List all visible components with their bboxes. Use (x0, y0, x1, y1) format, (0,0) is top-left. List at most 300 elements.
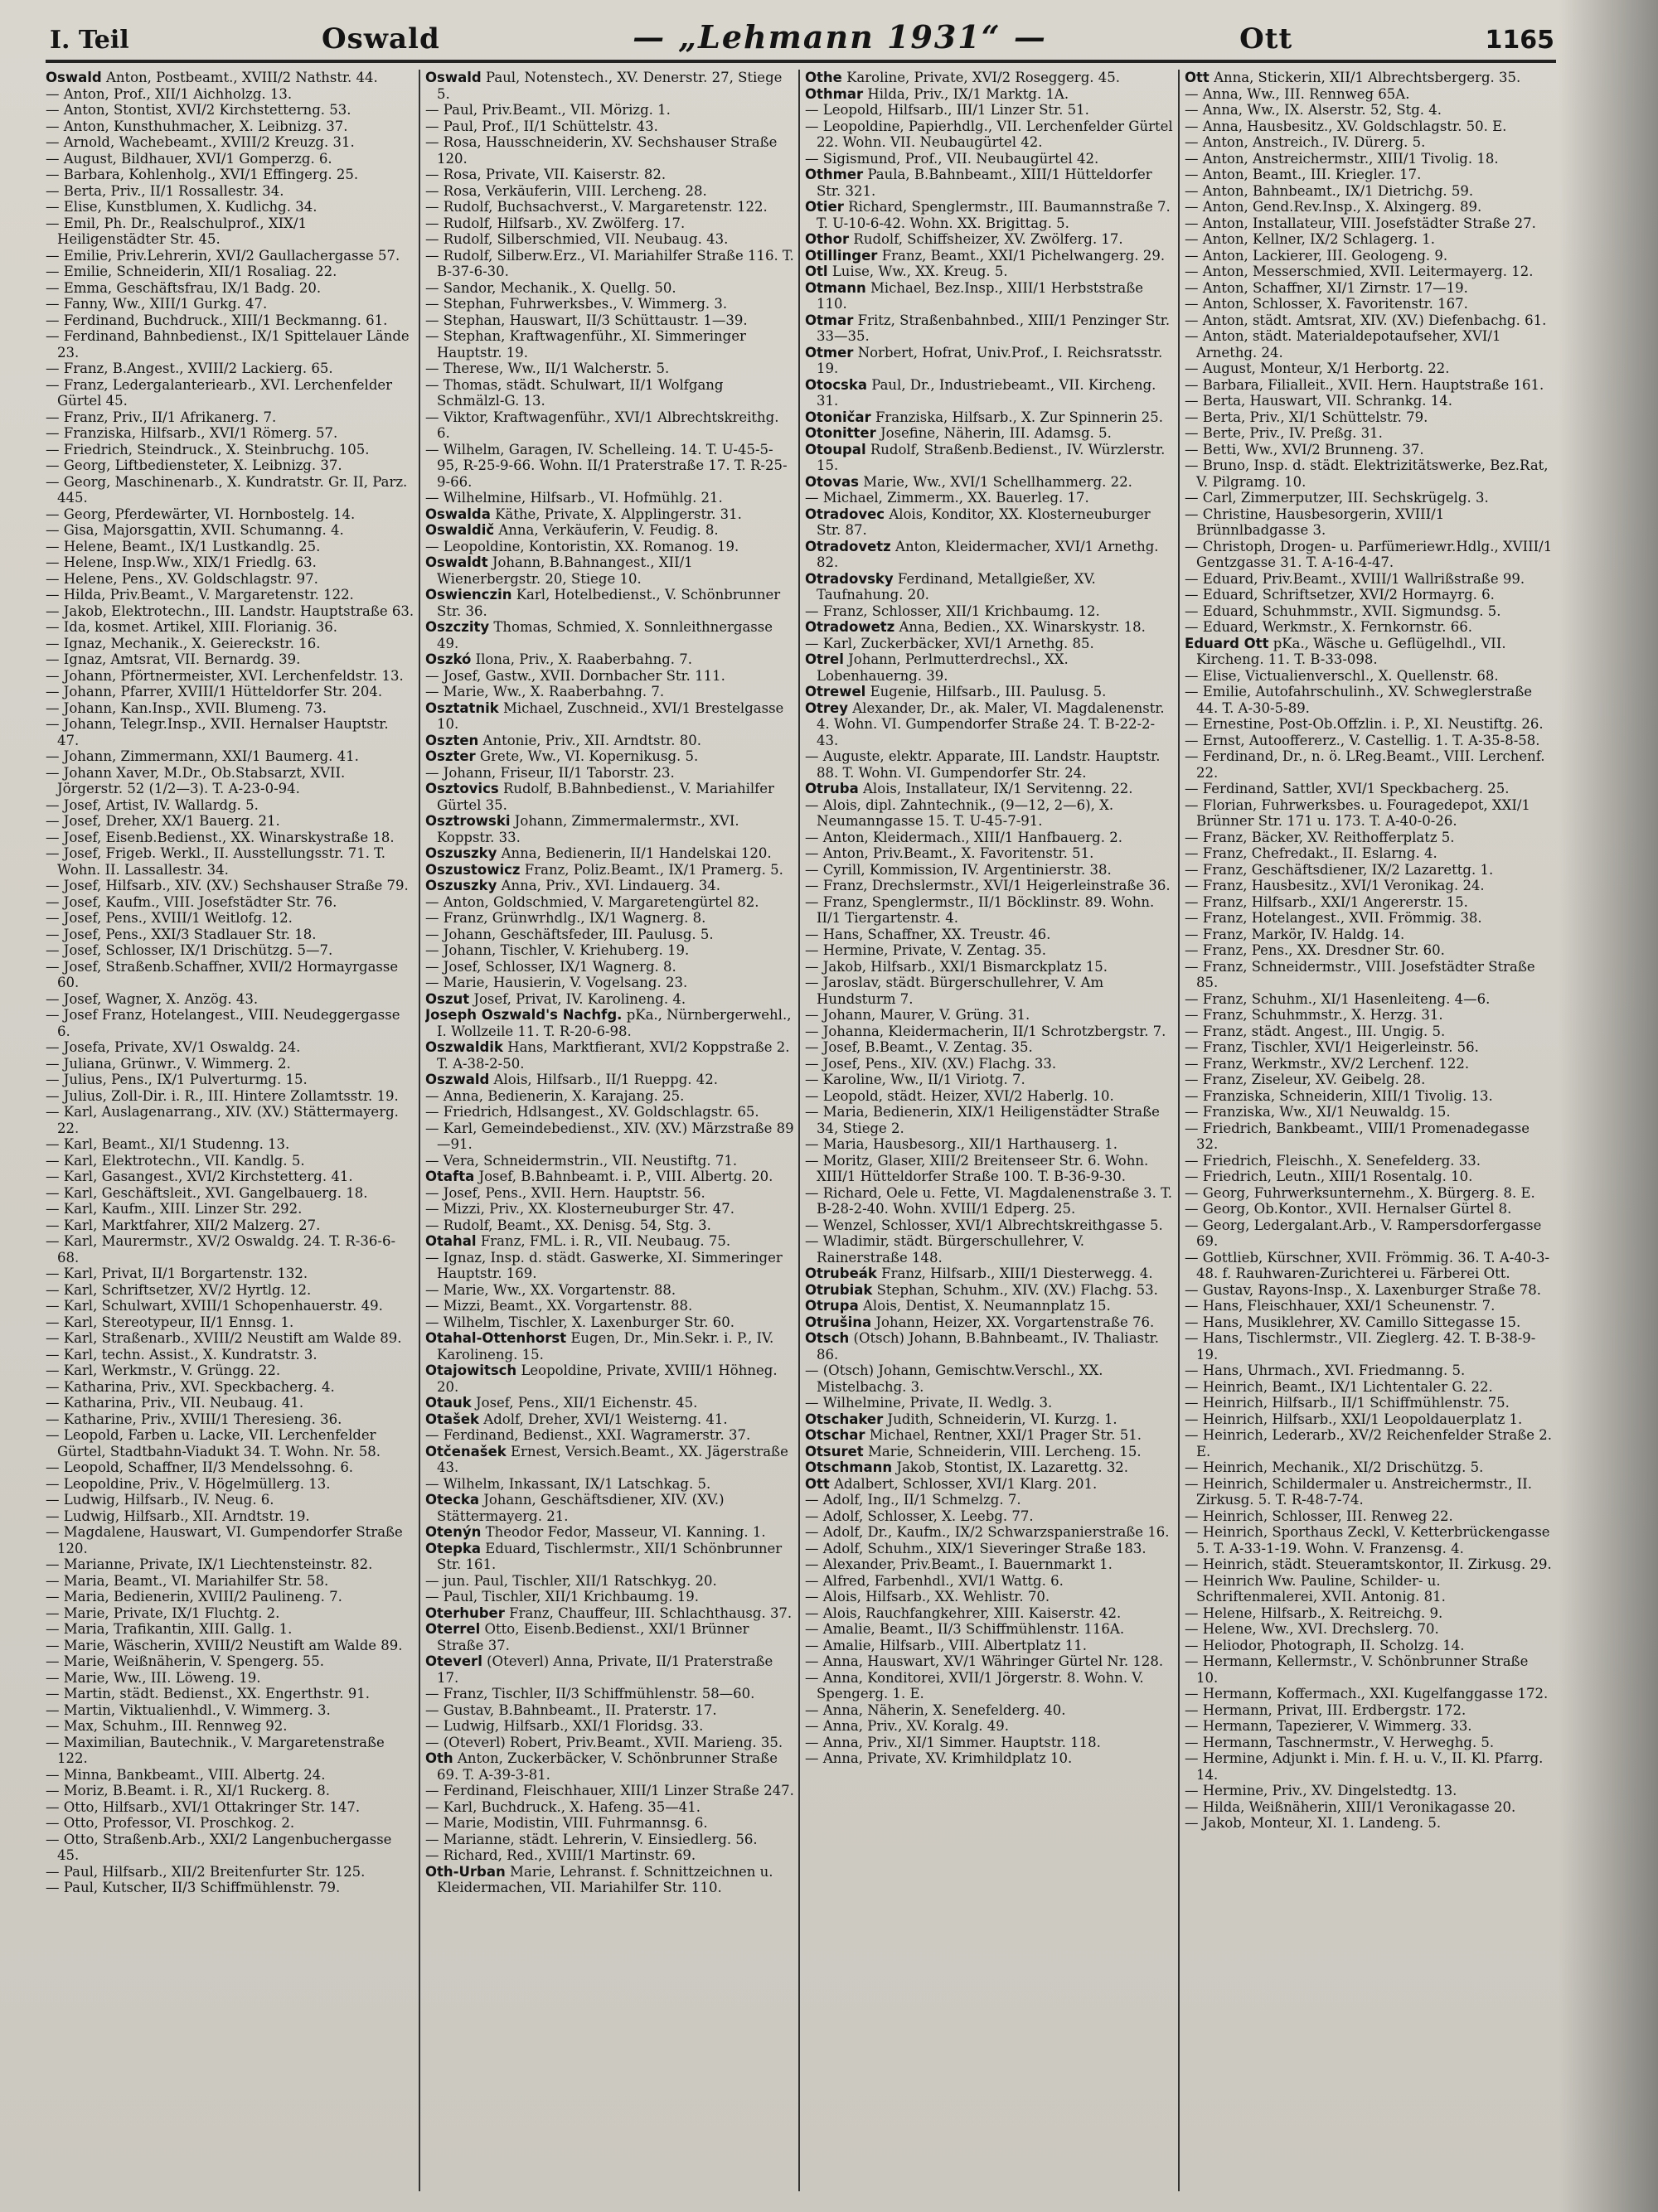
entry-surname: Othmar (805, 85, 864, 102)
entry-text: — (Oteverl) Robert, Priv.Beamt., XVII. Marieng. 35. (425, 1734, 783, 1750)
entry-text: — Hermine, Private, V. Zentag. 35. (805, 942, 1047, 958)
directory-entry (1185, 393, 1554, 409)
directory-entry (1185, 1169, 1554, 1185)
entry-text: — Georg, Ob.Kontor., XVII. Hernalser Gürtel 8. (1185, 1201, 1512, 1217)
entry-text: — Anton, Beamt., III. Kriegler. 17. (1185, 167, 1422, 182)
entry-text: Rudolf, B.Bahnbedienst., V. Mariahilfer Gürtel 35. (437, 781, 774, 813)
entry-text: — Alfred, Farbenhdl., XVI/1 Wattg. 6. (805, 1572, 1064, 1589)
directory-title: — „Lehmann 1931“ — (633, 18, 1047, 56)
entry-text: — Leopold, Schaffner, II/3 Mendelssohng. 6. (46, 1459, 354, 1475)
directory-entry (46, 1007, 414, 1039)
entry-text: — Ferdinand, Sattler, XVI/1 Speckbacherg. 25. (1185, 781, 1510, 796)
entry-surname: Oszter (425, 748, 476, 764)
directory-entry (46, 1056, 414, 1072)
entry-text: — Mizzi, Beamt., XX. Vorgartenstr. 88. (425, 1298, 693, 1314)
entry-text: — Berta, Priv., XI/1 Schüttelstr. 79. (1185, 409, 1428, 425)
directory-entry (805, 878, 1174, 894)
left-keyword: Oswald (322, 22, 440, 56)
entry-surname: Oterhuber (425, 1605, 505, 1621)
directory-entry (1185, 1750, 1554, 1783)
directory-entry (46, 1573, 414, 1590)
entry-text: — Leopoldine, Kontoristin, XX. Romanog. 19. (425, 538, 739, 554)
directory-entry (425, 959, 794, 975)
entry-text: Eduard, Tischlermstr., XII/1 Schönbrunner Str. 161. (437, 1540, 783, 1572)
directory-entry (805, 1136, 1174, 1153)
directory-entry (425, 942, 794, 959)
entry-surname: Oterrel (425, 1621, 481, 1637)
entry-text: Josefine, Näherin, III. Adamsg. 5. (880, 425, 1112, 441)
entry-text: — Josef, Pens., XVII. Hern. Hauptstr. 56. (425, 1184, 705, 1201)
directory-entry (425, 167, 794, 183)
entry-text: Thomas, Schmied, X. Sonnleithnergasse 49. (437, 619, 773, 651)
directory-entry (805, 1007, 1174, 1024)
directory-entry (1185, 733, 1554, 749)
entry-text: Adolf, Dreher, XVI/1 Weisterng. 41. (483, 1411, 728, 1427)
entry-text: — Ida, kosmet. Artikel, XIII. Florianig. 36. (46, 619, 337, 635)
entry-surname: Otrel (805, 651, 844, 667)
directory-entry (46, 1815, 414, 1832)
directory-entry (46, 264, 414, 280)
entry-surname: Otl (805, 264, 828, 279)
entry-text: Paul, Dr., Industriebeamt., VII. Kircheng. 31. (817, 376, 1156, 409)
directory-entry (46, 700, 414, 717)
entry-text: — Betti, Ww., XVI/2 Brunneng. 37. (1185, 441, 1424, 457)
entry-text: — Josef, Kaufm., VIII. Josefstädter Str. 76. (46, 893, 337, 910)
entry-text: — Josef, Straßenb.Schaffner, XVII/2 Hormayrgasse 60. (46, 958, 399, 990)
directory-entry (46, 1799, 414, 1816)
directory-entry (46, 167, 414, 183)
entry-text: — Amalie, Beamt., II/3 Schiffmühlenstr. 116A. (805, 1621, 1125, 1637)
entry-surname: Oszwald (425, 1072, 490, 1087)
directory-entry (425, 1589, 794, 1605)
entry-text: — Ernestine, Post-Ob.Offzlin. i. P., XI. Neustiftg. 26. (1185, 716, 1544, 732)
entry-text: Alois, Konditor, XX. Klosterneuburger Str. 87. (817, 506, 1151, 538)
directory-entry (425, 1799, 794, 1816)
entry-text: — Karl, Schulwart, XVIII/1 Schopenhauerstr. 49. (46, 1298, 383, 1314)
directory-entry (1185, 328, 1554, 361)
entry-text: — Hans, Musiklehrer, XV. Camillo Sittegasse 15. (1185, 1314, 1521, 1330)
entry-text: — Marie, Ww., X. Raaberbahng. 7. (425, 684, 665, 699)
entry-surname: Oszczity (425, 619, 490, 635)
directory-entry (425, 878, 794, 894)
entry-text: — Anna, Ww., IX. Alserstr. 52, Stg. 4. (1185, 102, 1442, 118)
entry-text: — Leopoldine, Priv., V. Högelmüllerg. 13. (46, 1475, 331, 1492)
directory-entry (425, 651, 794, 668)
entry-text: Alexander, Dr., ak. Maler, VI. Magdalenenstr. 4. Wohn. VI. Gumpendorfer Straße 24. T. B-22-2-43. (817, 699, 1165, 748)
entry-text: Anton, Zuckerbäcker, V. Schönbrunner Straße 69. T. A-39-3-81. (437, 1750, 778, 1783)
directory-entry (805, 1508, 1174, 1525)
directory-entry (46, 716, 414, 748)
directory-entry (425, 119, 794, 135)
entry-surname: Otonitter (805, 425, 876, 441)
directory-entry (425, 1444, 794, 1476)
directory-entry (805, 1024, 1174, 1040)
entry-text: — Mizzi, Priv., XX. Klosterneuburger Str. 47. (425, 1201, 734, 1217)
directory-entry (1185, 1039, 1554, 1056)
directory-entry (805, 409, 1174, 426)
directory-entry (46, 1459, 414, 1476)
entry-text: — Maria, Bedienerin, XIX/1 Heiligenstädter Straße 34, Stiege 2. (805, 1104, 1160, 1136)
entry-surname: Otschar (805, 1427, 865, 1443)
directory-entry (805, 1056, 1174, 1072)
entry-text: — Anton, Anstreich., IV. Dürerg. 5. (1185, 134, 1426, 150)
entry-text: — Wilhelm, Tischler, X. Laxenburger Str. 60. (425, 1314, 734, 1330)
entry-text: — Wilhelmine, Hilfsarb., VI. Hofmühlg. 21. (425, 490, 723, 506)
directory-entry (46, 86, 414, 103)
directory-entry (425, 894, 794, 911)
directory-entry (805, 1573, 1174, 1590)
entry-text: — Eduard, Priv.Beamt., XVIII/1 Wallrißstraße 99. (1185, 570, 1525, 587)
entry-text: — Johann, Zimmermann, XXI/1 Baumerg. 41. (46, 748, 359, 764)
entry-text: — Viktor, Kraftwagenführ., XVI/1 Albrechtskreithg. 6. (425, 409, 779, 441)
directory-entry (425, 1605, 794, 1622)
directory-entry (425, 1621, 794, 1653)
directory-entry (805, 1330, 1174, 1363)
directory-entry (425, 1411, 794, 1428)
directory-entry (1185, 1088, 1554, 1105)
directory-entry (805, 571, 1174, 603)
entry-text: — Rudolf, Hilfsarb., XV. Zwölferg. 17. (425, 215, 686, 231)
directory-entry (46, 684, 414, 700)
entry-text: — Ignaz, Amtsrat, VII. Bernardg. 39. (46, 651, 301, 667)
entry-text: — Hermine, Priv., XV. Dingelstedtg. 13. (1185, 1783, 1457, 1798)
entry-surname: Oth (425, 1750, 453, 1766)
entry-surname: Otčenašek (425, 1443, 507, 1459)
entry-text: — Hilda, Priv.Beamt., V. Margaretenstr. 122. (46, 587, 354, 603)
directory-entry (425, 1298, 794, 1314)
entry-text: — Marie, Wäscherin, XVIII/2 Neustift am Walde 89. (46, 1637, 403, 1653)
entry-text: Alois, Hilfsarb., II/1 Rueppg. 42. (493, 1072, 719, 1087)
directory-entry (425, 1815, 794, 1832)
directory-entry (46, 813, 414, 830)
entry-text: — Anton, Anstreichermstr., XIII/1 Tivolig. 18. (1185, 150, 1499, 167)
directory-entry (805, 927, 1174, 943)
directory-entry (805, 651, 1174, 684)
directory-entry (1185, 425, 1554, 442)
entry-text: Theodor Fedor, Masseur, VI. Kanning. 1. (485, 1524, 766, 1540)
directory-entry (425, 1832, 794, 1848)
entry-text: — Franz, Hausbesitz., XVI/1 Veronikag. 24. (1185, 878, 1485, 893)
entry-text: — Josef, Schlosser, IX/1 Wagnerg. 8. (425, 958, 676, 975)
directory-entry (425, 199, 794, 215)
directory-entry (1185, 1653, 1554, 1686)
entry-text: — Hans, Fleischhauer, XXI/1 Scheunenstr. 7. (1185, 1298, 1496, 1314)
entry-text: — Heinrich, Hilfsarb., II/1 Schiffmühlenstr. 75. (1185, 1395, 1510, 1411)
entry-surname: Oth-Urban (425, 1863, 506, 1880)
directory-entry (1185, 571, 1554, 588)
column-1 (46, 70, 414, 2195)
entry-text: — Anton, Goldschmied, V. Margaretengürtel 82. (425, 893, 759, 910)
entry-text: Franz, Chauffeur, III. Schlachthausg. 37. (509, 1605, 793, 1621)
entry-text: — Otto, Straßenb.Arb., XXI/2 Langenbuchergasse 45. (46, 1831, 392, 1863)
entry-surname: Otoničar (805, 409, 871, 425)
entry-text: — Georg, Liftbediensteter, X. Leibnizg. 37. (46, 457, 342, 473)
entry-surname: Oswaldt (425, 554, 488, 570)
entry-text: — Paul, Prof., II/1 Schüttelstr. 43. (425, 118, 658, 134)
entry-surname: Otrey (805, 699, 848, 716)
directory-entry (46, 1185, 414, 1202)
entry-surname: Otepka (425, 1540, 482, 1556)
entry-text: Karl, Hotelbedienst., V. Schönbrunner Str. 36. (437, 587, 781, 619)
directory-entry (805, 1589, 1174, 1605)
directory-entry (46, 1363, 414, 1379)
entry-text: — Josef, Frigeb. Werkl., II. Ausstellungsstr. 71. T. Wohn. II. Lassallestr. 34. (46, 845, 386, 878)
directory-entry (1185, 830, 1554, 846)
entry-text: — Emilie, Priv.Lehrerin, XVI/2 Gaullachergasse 57. (46, 247, 400, 264)
entry-text: — Adolf, Ing., II/1 Schmelzg. 7. (805, 1492, 1021, 1508)
entry-text: — Josef, Hilfsarb., XIV. (XV.) Sechshauser Straße 79. (46, 878, 409, 893)
entry-text: — Karl, Zuckerbäcker, XVI/1 Arnethg. 85. (805, 635, 1094, 651)
directory-entry (425, 1121, 794, 1153)
directory-entry (46, 797, 414, 814)
directory-entry (1185, 312, 1554, 329)
entry-text: — jun. Paul, Tischler, XII/1 Ratschkyg. 20. (425, 1572, 717, 1589)
directory-entry (425, 1750, 794, 1783)
directory-entry (46, 151, 414, 167)
directory-entry (425, 522, 794, 539)
column-divider (1178, 70, 1180, 2191)
entry-surname: Oszut (425, 990, 470, 1007)
directory-entry (46, 1476, 414, 1493)
directory-entry (46, 328, 414, 361)
entry-text: Anna, Stickerin, XII/1 Albrechtsbergerg. 35. (1214, 70, 1521, 85)
directory-entry (1185, 1508, 1554, 1525)
directory-entry (425, 684, 794, 700)
directory-entry (1185, 1524, 1554, 1556)
entry-text: (Oteverl) Anna, Private, II/1 Praterstraße 17. (437, 1653, 773, 1686)
directory-entry (805, 425, 1174, 442)
directory-entry (1185, 1605, 1554, 1622)
entry-surname: Otafta (425, 1169, 475, 1184)
entry-text: — Josef, Schlosser, IX/1 Drischützg. 5—7. (46, 942, 333, 958)
entry-text: — Georg, Fuhrwerksunternehm., X. Bürgerg. 8. E. (1185, 1184, 1535, 1201)
entry-surname: Oszuszky (425, 845, 497, 861)
entry-text: — Josef, Wagner, X. Anzög. 43. (46, 990, 259, 1007)
entry-text: Adalbert, Schlosser, XVI/1 Klarg. 201. (834, 1475, 1098, 1492)
entry-text: — Anna, Näherin, X. Senefelderg. 40. (805, 1701, 1066, 1718)
entry-text: — Karl, Auslagenarrang., XIV. (XV.) Stättermayerg. 22. (46, 1104, 399, 1136)
entry-surname: Otoupal (805, 441, 866, 457)
entry-text: — Johann, Pförtnermeister, XVI. Lerchenfeldstr. 13. (46, 667, 404, 684)
entry-text: — Friedrich, Fleischh., X. Senefelderg. 33. (1185, 1152, 1481, 1169)
entry-text: — Eduard, Schriftsetzer, XVI/2 Hormayrg. 6. (1185, 587, 1495, 603)
directory-entry (46, 1347, 414, 1363)
entry-surname: Otašek (425, 1411, 480, 1427)
entry-text: — Berte, Priv., IV. Preßg. 31. (1185, 425, 1383, 441)
directory-entry (425, 70, 794, 102)
entry-text: — Julius, Pens., IX/1 Pulverturmg. 15. (46, 1072, 308, 1087)
entry-surname: Oszwaldik (425, 1039, 503, 1055)
directory-entry (805, 1282, 1174, 1299)
entry-text: — Rosa, Hausschneiderin, XV. Sechshauser Straße 120. (425, 134, 778, 167)
entry-text: — Franz, Schuhm., XI/1 Hasenleiteng. 4—6. (1185, 990, 1491, 1007)
directory-entry (46, 1395, 414, 1411)
entry-surname: Otmar (805, 312, 854, 328)
entry-text: — Hermann, Taschnermstr., V. Herweghg. 5. (1185, 1734, 1495, 1750)
directory-entry (1185, 280, 1554, 297)
directory-entry (1185, 716, 1554, 733)
entry-text: — Heinrich Ww. Pauline, Schilder- u. Schriftenmalerei, XVII. Antonig. 81. (1185, 1572, 1446, 1605)
entry-text: Leopoldine, Private, XVIII/1 Höhneg. 20. (437, 1363, 778, 1395)
entry-text: — Carl, Zimmerputzer, III. Sechskrügelg. 3. (1185, 490, 1489, 506)
directory-entry (46, 1880, 414, 1896)
directory-entry (1185, 102, 1554, 119)
directory-entry (425, 102, 794, 119)
directory-entry (805, 1750, 1174, 1767)
directory-entry (805, 1605, 1174, 1622)
entry-text: — Martin, städt. Bedienst., XX. Engerthstr. 91. (46, 1686, 370, 1701)
entry-text: — Cyrill, Kommission, IV. Argentinierstr. 38. (805, 861, 1112, 878)
directory-entry (46, 636, 414, 652)
entry-text: — Maria, Bedienerin, XVIII/2 Paulineng. 7. (46, 1589, 342, 1605)
directory-entry (805, 1476, 1174, 1493)
entry-surname: Oswaldič (425, 522, 495, 538)
directory-entry (805, 102, 1174, 119)
directory-entry (425, 781, 794, 813)
entry-surname: Otradovsky (805, 570, 894, 587)
entry-text: Michael, Zuschneid., XVI/1 Brestelgasse 10. (437, 699, 784, 732)
directory-entry (1185, 506, 1554, 539)
directory-entry (805, 1233, 1174, 1266)
directory-entry (1185, 70, 1554, 86)
directory-entry (425, 490, 794, 506)
directory-entry (425, 1476, 794, 1493)
entry-text: Ferdinand, Metallgießer, XV. Taufnahung. 20. (817, 570, 1096, 603)
entry-text: — Karl, Schriftsetzer, XV/2 Hyrtlg. 12. (46, 1281, 312, 1298)
directory-entry (425, 1282, 794, 1299)
directory-entry (46, 1088, 414, 1105)
directory-entry (425, 1363, 794, 1395)
entry-surname: Otradowetz (805, 619, 895, 635)
directory-entry (1185, 1427, 1554, 1459)
directory-entry (425, 1330, 794, 1363)
directory-entry (805, 636, 1174, 652)
entry-text: — Karl, Beamt., XI/1 Studenng. 13. (46, 1136, 290, 1152)
directory-entry (805, 1541, 1174, 1557)
directory-entry (1185, 1702, 1554, 1719)
directory-entry (425, 700, 794, 733)
entry-text: — Georg, Pferdewärter, VI. Hornbostelg. 14. (46, 506, 356, 522)
entry-text: — Richard, Oele u. Fette, VI. Magdalenenstraße 3. T. B-28-2-40. Wohn. XVIII/1 Edperg. 25. (805, 1184, 1172, 1217)
directory-entry (805, 830, 1174, 846)
entry-text: — Heinrich, städt. Steueramtskontor, II. Zirkusg. 29. (1185, 1556, 1552, 1572)
directory-entry (46, 668, 414, 685)
entry-text: Käthe, Private, X. Alpplingerstr. 31. (495, 506, 742, 522)
directory-entry (46, 942, 414, 959)
directory-entry (425, 748, 794, 765)
directory-entry (46, 1508, 414, 1525)
entry-text: — Katharina, Priv., VII. Neubaug. 41. (46, 1395, 304, 1411)
entry-text: — Marie, Modistin, VIII. Fuhrmannsg. 6. (425, 1815, 708, 1831)
entry-text: — Johann, Kan.Insp., XVII. Blumeng. 73. (46, 699, 327, 716)
directory-entry (1185, 248, 1554, 264)
directory-entry (805, 1104, 1174, 1136)
directory-entry (805, 1395, 1174, 1411)
entry-text: — Anna, Konditorei, XVII/1 Jörgerstr. 8. Wohn. V. Spengerg. 1. E. (805, 1669, 1144, 1701)
directory-entry (1185, 134, 1554, 151)
directory-entry (46, 554, 414, 571)
entry-text: — Josef, Pens., XVIII/1 Weitlofg. 12. (46, 910, 293, 926)
entry-text: — Anton, Priv.Beamt., X. Favoritenstr. 51. (805, 845, 1094, 861)
entry-text: pKa., Nürnbergerwehl., I. Wollzeile 11. T. R-20-6-98. (437, 1007, 792, 1039)
entry-text: — Hermine, Adjunkt i. Min. f. H. u. V., II. Kl. Pfarrg. 14. (1185, 1750, 1544, 1783)
directory-entry (425, 1783, 794, 1799)
entry-surname: Otahal-Ottenhorst (425, 1330, 567, 1346)
directory-entry (46, 1169, 414, 1185)
entry-surname: Otrušina (805, 1314, 872, 1330)
entry-text: — Gottlieb, Kürschner, XVII. Frömmig. 36. T. A-40-3-48. f. Rauhwaren-Zurichterei u. Färberei Ott. (1185, 1249, 1550, 1281)
directory-entry (1185, 264, 1554, 280)
entry-text: — Johann, Maurer, V. Grüng. 31. (805, 1007, 1030, 1023)
entry-text: Anna, Verkäuferin, V. Feudig. 8. (498, 522, 719, 538)
directory-entry (425, 1492, 794, 1524)
entry-surname: Oszustowicz (425, 861, 521, 878)
entry-text: — Anton, Schaffner, XI/1 Zirnstr. 17—19. (1185, 279, 1468, 296)
entry-text: — Josef, B.Beamt., V. Zentag. 35. (805, 1039, 1033, 1055)
directory-entry (1185, 167, 1554, 183)
directory-entry (1185, 910, 1554, 927)
entry-text: — Katharina, Priv., XVI. Speckbacherg. 4. (46, 1378, 335, 1395)
entry-text: (Otsch) Johann, B.Bahnbeamt., IV. Thaliastr. 86. (817, 1330, 1159, 1363)
entry-text: Franz, FML. i. R., VII. Neubaug. 75. (480, 1233, 731, 1249)
entry-surname: Oswald (46, 70, 102, 85)
entry-text: — Katharine, Priv., XVIII/1 Theresieng. 36. (46, 1411, 342, 1427)
entry-surname: Otschmann (805, 1459, 893, 1475)
entry-text: Anna, Bedien., XX. Winarskystr. 18. (899, 619, 1146, 635)
entry-text: — Friedrich, Steindruck., X. Steinbruchg. 105. (46, 441, 370, 457)
entry-text: — Ferdinand, Buchdruck., XIII/1 Beckmanng. 61. (46, 312, 388, 328)
entry-surname: Oswienczin (425, 587, 512, 603)
directory-entry (1185, 878, 1554, 894)
directory-entry (46, 1330, 414, 1347)
directory-entry (1185, 1250, 1554, 1282)
entry-surname: Eduard Ott (1185, 635, 1269, 651)
entry-text: — Anna, Priv., XV. Koralg. 49. (805, 1718, 1009, 1734)
entry-text: — Rosa, Private, VII. Kaiserstr. 82. (425, 167, 667, 182)
directory-entry (46, 119, 414, 135)
entry-text: — Franz, Schuhmmstr., X. Herzg. 31. (1185, 1007, 1443, 1023)
page-header (50, 18, 1554, 55)
entry-text: — Franziska, Ww., XI/1 Neuwaldg. 15. (1185, 1104, 1451, 1120)
entry-text: — (Otsch) Johann, Gemischtw.Verschl., XX. Mistelbachg. 3. (805, 1363, 1103, 1395)
directory-entry (425, 409, 794, 442)
entry-text: — Emil, Ph. Dr., Realschulprof., XIX/1 Heiligenstädter Str. 45. (46, 215, 307, 247)
directory-entry (46, 522, 414, 539)
directory-entry (46, 312, 414, 329)
directory-entry (425, 619, 794, 651)
directory-entry (805, 70, 1174, 86)
entry-text: — Josef, Pens., XIV. (XV.) Flachg. 33. (805, 1055, 1057, 1072)
entry-text: — Hermann, Koffermach., XXI. Kugelfanggasse 172. (1185, 1686, 1549, 1701)
entry-text: — Sandor, Mechanik., X. Quellg. 50. (425, 279, 676, 296)
directory-entry (805, 1524, 1174, 1541)
directory-entry (1185, 1686, 1554, 1702)
entry-text: — Anton, Messerschmied, XVII. Leitermayerg. 12. (1185, 264, 1534, 279)
entry-surname: Otecka (425, 1492, 479, 1508)
entry-surname: Otruba (805, 781, 859, 796)
directory-entry (1185, 1638, 1554, 1654)
entry-text: — Karl, techn. Assist., X. Kundratstr. 3. (46, 1346, 318, 1363)
entry-text: — Franz, Ziseleur, XV. Geibelg. 28. (1185, 1072, 1426, 1087)
directory-entry (425, 1250, 794, 1282)
directory-entry (1185, 748, 1554, 781)
entry-text: — Alois, dipl. Zahntechnik., (9—12, 2—6), X. Neumanngasse 15. T. U-45-7-91. (805, 796, 1114, 829)
entry-text: — Franz, städt. Angest., III. Ungig. 5. (1185, 1023, 1446, 1039)
entry-text: — Rudolf, Buchsachverst., V. Margaretenstr. 122. (425, 199, 768, 215)
directory-entry (425, 1104, 794, 1121)
entry-text: Marie, Ww., XVI/1 Schellhammerg. 22. (863, 473, 1132, 490)
directory-entry (425, 1702, 794, 1719)
